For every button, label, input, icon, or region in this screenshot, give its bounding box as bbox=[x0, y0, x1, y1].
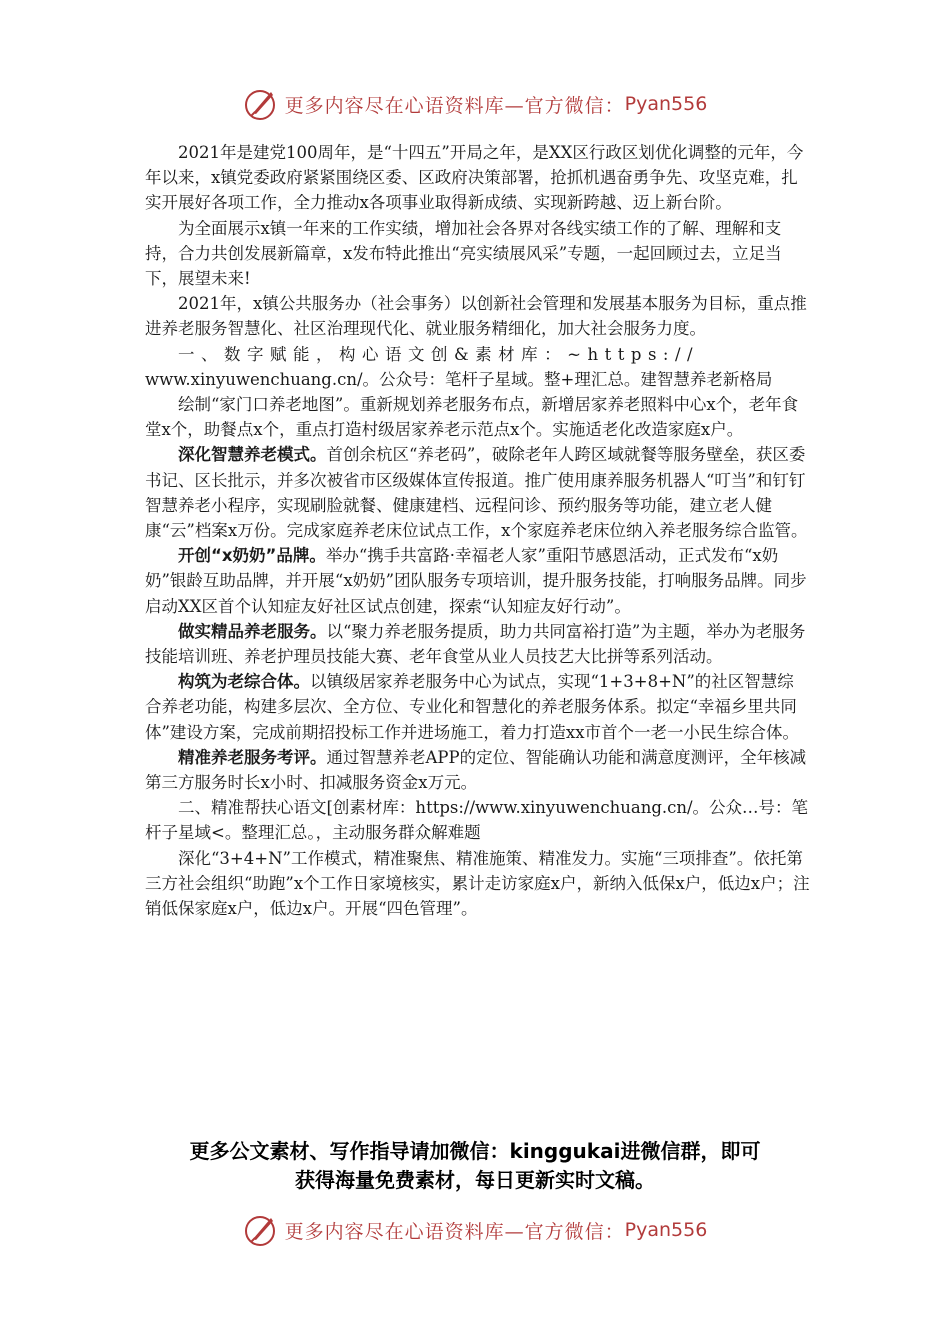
section-1-heading-rest: www.xinyuwenchuang.cn/。公众号：笔杆子星域。整+理汇总。建智慧养老新格局 bbox=[145, 369, 773, 389]
paragraph-text: 首创余杭区“养老码”，破除老年人跨区域就餐等服务壁垒，获区委书记、区长批示，并多次被省市区级媒体宣传报道。推广使用康养服务机器人“叮当”和钉钉智慧养老小程序，实现刷脸就餐、健康建档、远程问诊、预约服务等功能，建立老人健康“云”档案x万份。完成家庭养老床位试点工作，x个家庭养老床位纳入养老服务综合监管。 bbox=[145, 445, 808, 541]
banner-text: 更多内容尽在心语资料库—官方微信： bbox=[284, 1220, 625, 1243]
section-1-heading bbox=[145, 342, 810, 392]
paragraph-text: 通过智慧养老APP的定位、智能确认功能和满意度测评，全年核减第三方服务时长x小时、扣减服务资金x万元。 bbox=[145, 747, 807, 793]
paragraph-lead: 构筑为老综合体。 bbox=[178, 672, 310, 692]
footer-cta-line2: 获得海量免费素材，每日更新实时文稿。 bbox=[295, 1168, 655, 1192]
quill-logo-icon bbox=[243, 1212, 279, 1248]
paragraph bbox=[145, 392, 810, 442]
paragraph bbox=[145, 745, 810, 795]
banner-wechat-id: Pyan556 bbox=[624, 1219, 708, 1241]
paragraph-text: 举办“携手共富路·幸福老人家”重阳节感恩活动，正式发布“x奶奶”银龄互助品牌，并开展“x奶奶”团队服务专项培训，提升服务技能，打响服务品牌。同步启动XX区首个认知症友好社区试点创建，探索“认知症友好行动”。 bbox=[145, 546, 807, 616]
paragraph: 深化“3+4+N”工作模式，精准聚焦、精准施策、精准发力。实施“三项排查”。依托第三方社会组织“助跑”x个工作日家境核实，累计走访家庭x户，新纳入低保x户，低边x户；注销低保家庭x户，低边x户。开展“四色管理”。 bbox=[145, 848, 810, 919]
paragraph bbox=[145, 619, 810, 669]
paragraph-text: 绘制“家门口养老地图”。重新规划养老服务布点，新增居家养老照料中心x个，老年食堂x个，助餐点x个，重点打造村级居家养老示范点x个。实施适老化改造家庭x户。 bbox=[145, 395, 799, 440]
paragraph-lead: 精准养老服务考评。 bbox=[178, 747, 327, 767]
paragraph-lead: 开创“x奶奶”品牌。 bbox=[178, 546, 326, 566]
paragraph bbox=[145, 442, 810, 543]
paragraph: 2021年，x镇公共服务办（社会事务）以创新社会管理和发展基本服务为目标，重点推进养老服务智慧化、社区治理现代化、就业服务精细化，加大社会服务力度。 bbox=[145, 294, 807, 339]
paragraph-text: 以镇级居家养老服务中心为试点，实现“1+3+8+N”的社区智慧综合养老功能，构建多层次、全方位、专业化和智慧化的养老服务体系。拟定“幸福乡里共同体”建设方案，完成前期招投标工作并进场施工，着力打造xx市首个一老一小民生综合体。 bbox=[145, 672, 800, 742]
article-body bbox=[145, 140, 810, 921]
paragraph: 2021年是建党100周年，是“十四五”开局之年，是XX区行政区划优化调整的元年，今年以来，x镇党委政府紧紧围绕区委、区政府决策部署，抢抓机遇奋勇争先、攻坚克难，扎实开展好各项工作，全力推动x各项事业取得新成绩、实现新跨越、迈上新台阶。 bbox=[145, 143, 804, 213]
paragraph: 为全面展示x镇一年来的工作实绩，增加社会各界对各线实绩工作的了解、理解和支持，合力共创发展新篇章，x发布特此推出“亮实绩展风采”专题，一起回顾过去，立足当下，展望未来! bbox=[145, 218, 782, 289]
section-1-heading-line1: 一、数字赋能，构心语文创&素材库：~https:// bbox=[178, 344, 700, 364]
section-2-heading: 二、精准帮扶心语文[创素材库：https://www.xinyuwenchuang.cn/。公众…号：笔杆子星域<。整理汇总。，主动服务群众解难题 bbox=[145, 798, 809, 843]
header-banner bbox=[0, 84, 950, 124]
paragraph-lead: 深化智慧养老模式。 bbox=[178, 445, 327, 465]
paragraph-text: 以“聚力养老服务提质，助力共同富裕打造”为主题，举办为老服务技能培训班、养老护理员技能大赛、老年食堂从业人员技艺大比拼等系列活动。 bbox=[145, 621, 806, 667]
footer-cta bbox=[100, 1137, 850, 1195]
footer-cta-line1: 更多公文素材、写作指导请加微信：kinggukai进微信群，即可 bbox=[189, 1139, 761, 1163]
paragraph bbox=[145, 669, 810, 745]
banner-text: 更多内容尽在心语资料库—官方微信： bbox=[284, 94, 625, 117]
paragraph bbox=[145, 543, 810, 619]
footer-banner bbox=[0, 1210, 950, 1250]
quill-logo-icon bbox=[243, 86, 279, 122]
banner-wechat-id: Pyan556 bbox=[624, 93, 708, 115]
paragraph-lead: 做实精品养老服务。 bbox=[178, 621, 327, 641]
